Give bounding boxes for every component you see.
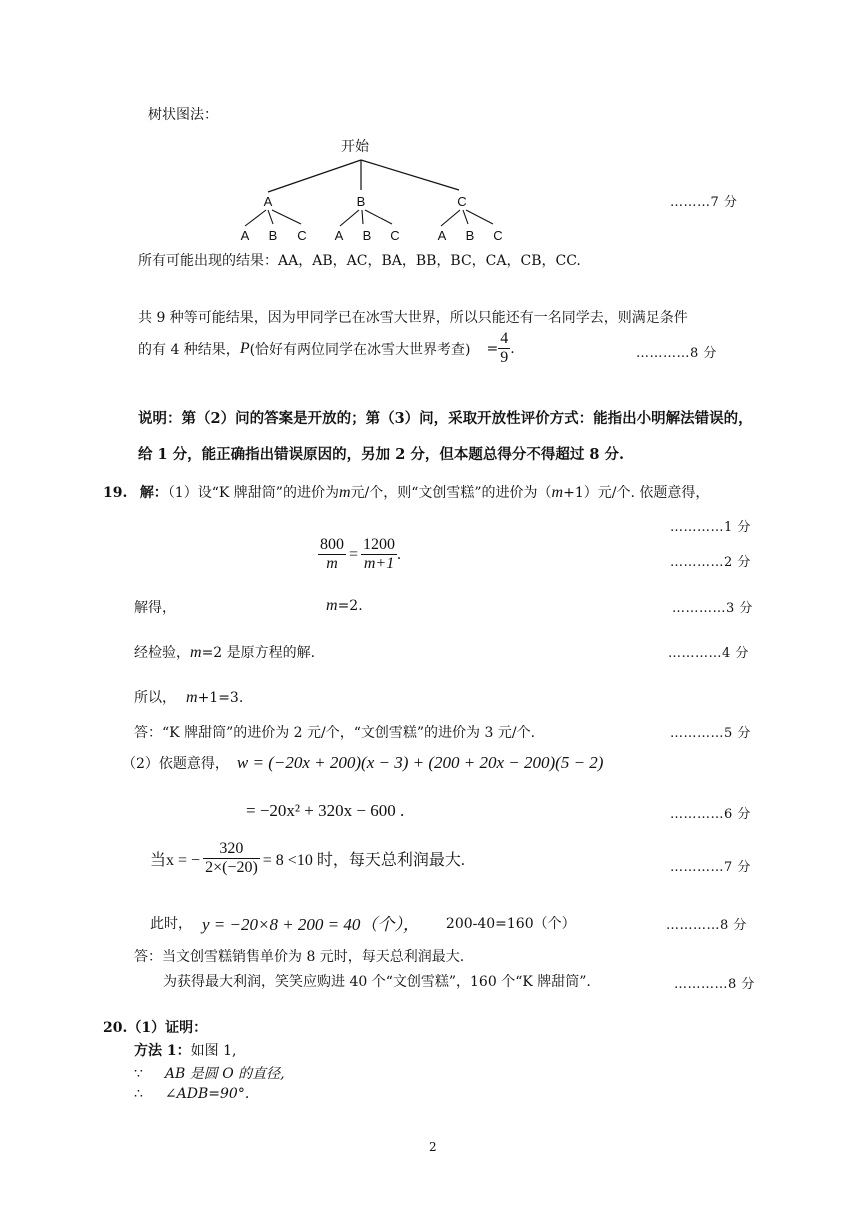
sentence-end: . bbox=[510, 340, 515, 357]
part1-label: （1）证明： bbox=[127, 1020, 208, 1036]
solve-result bbox=[326, 597, 363, 615]
probability-result-line bbox=[138, 330, 515, 367]
score-marker: …………5 分 bbox=[670, 726, 751, 741]
setup-text: +1）元/个. 依题意得， bbox=[563, 485, 710, 501]
question-number: 19. bbox=[103, 485, 128, 501]
tree-heading: 树状图法： bbox=[148, 107, 218, 123]
solve-label: 解： bbox=[139, 485, 168, 501]
tree-branch bbox=[466, 210, 493, 224]
then-expression: y = −20×8 + 200 = 40（个）， bbox=[202, 915, 420, 934]
vertex-fraction bbox=[203, 840, 260, 877]
fraction-denominator: 2×(−20) bbox=[205, 859, 258, 876]
expanded-expression: = −20x² + 320x − 600 . bbox=[246, 801, 405, 820]
tree-leaf: B bbox=[362, 228, 372, 243]
question-number: 20. bbox=[103, 1020, 128, 1036]
equation-fraction bbox=[318, 536, 401, 573]
fraction-numerator: 4 bbox=[500, 330, 509, 347]
tree-leaf: B bbox=[268, 228, 278, 243]
tree-leaf: B bbox=[465, 228, 475, 243]
outcomes-list: 所有可能出现的结果：AA，AB，AC，BA，BB，BC，CA，CB，CC. bbox=[138, 253, 581, 269]
vertex-suffix: = 8 <10 时，每天总利润最大. bbox=[262, 852, 465, 869]
fraction-right bbox=[361, 536, 397, 573]
score-marker: …………4 分 bbox=[668, 646, 749, 661]
then-label: 此时， bbox=[150, 915, 192, 932]
tree-branch bbox=[361, 160, 459, 190]
fraction-left bbox=[318, 536, 346, 573]
fraction-denominator: 9 bbox=[500, 349, 509, 366]
probability-symbol: P bbox=[239, 339, 250, 357]
score-marker: …………2 分 bbox=[670, 555, 751, 570]
fraction-denominator: m bbox=[326, 555, 338, 572]
solve-value: =2. bbox=[337, 598, 363, 614]
variable-m: m bbox=[551, 484, 564, 501]
fraction-numerator: 1200 bbox=[363, 536, 396, 553]
fraction-numerator: 320 bbox=[203, 840, 260, 859]
tree-branch bbox=[268, 210, 273, 224]
tree-node-c: C bbox=[457, 194, 467, 209]
therefore-symbol: ∴ bbox=[134, 1086, 143, 1102]
method-text: 如图 1, bbox=[190, 1043, 237, 1059]
grading-note-line: 说明：第（2）问的答案是开放的；第（3）问，采取开放性评价方式：能指出小明解法错误的， bbox=[138, 410, 753, 427]
probability-text-line: 共 9 种等可能结果，因为甲同学已在冰雪大世界，所以只能还有一名同学去，则满足条件 bbox=[138, 310, 688, 326]
method-line bbox=[134, 1040, 236, 1060]
variable-m: m bbox=[338, 484, 351, 501]
fraction-numerator: 800 bbox=[320, 536, 344, 553]
probability-fraction bbox=[498, 330, 510, 367]
tree-leaf: A bbox=[334, 228, 344, 243]
answer-line: 答：“K 牌甜筒”的进价为 2 元/个，“文创雪糕”的进价为 3 元/个. bbox=[134, 725, 536, 741]
setup-text: （1）设“K 牌甜筒”的进价为 bbox=[167, 485, 339, 501]
sentence-end: . bbox=[397, 545, 402, 563]
therefore-line bbox=[134, 1086, 249, 1102]
part2-line bbox=[122, 753, 603, 773]
score-marker: …………1 分 bbox=[670, 520, 751, 535]
probability-text: 的有 4 种结果， bbox=[138, 341, 240, 358]
equals-sign: = bbox=[486, 340, 499, 357]
tree-branch bbox=[245, 210, 266, 226]
so-label: 所以， bbox=[134, 690, 176, 706]
variable-m: m bbox=[190, 644, 202, 661]
answer-line: 答：当文创雪糕销售单价为 8 元时，每天总利润最大. bbox=[134, 949, 465, 965]
probability-tree-diagram bbox=[228, 134, 528, 246]
score-marker: ………7 分 bbox=[670, 195, 738, 210]
tree-branch bbox=[340, 210, 359, 226]
tree-leaf: A bbox=[240, 228, 250, 243]
variable-m: m bbox=[186, 689, 198, 706]
fraction-denominator: m+1 bbox=[363, 555, 395, 572]
tree-leaf: C bbox=[493, 228, 503, 243]
equals-sign: = bbox=[349, 545, 359, 563]
score-marker: …………3 分 bbox=[672, 601, 753, 616]
score-marker: …………7 分 bbox=[670, 860, 751, 875]
question-19-header bbox=[103, 482, 709, 502]
tree-node-a: A bbox=[263, 194, 273, 209]
check-text: =2 是原方程的解. bbox=[201, 645, 316, 661]
tree-branch bbox=[268, 160, 361, 192]
because-symbol: ∵ bbox=[134, 1066, 143, 1082]
profit-expression: w = (−20x + 200)(x − 3) + (200 + 20x − 200)(5 − 2) bbox=[236, 753, 604, 772]
tree-node-b: B bbox=[356, 194, 366, 209]
vertex-prefix: 当x = − bbox=[150, 852, 201, 869]
score-marker: …………8 分 bbox=[666, 918, 747, 933]
tree-root-label: 开始 bbox=[341, 139, 369, 155]
probability-event: (恰好有两位同学在冰雪大世界考查) bbox=[249, 341, 471, 358]
answer-line: 为获得最大利润，笑笑应购进 40 个“文创雪糕”，160 个“K 牌甜筒”. bbox=[163, 974, 591, 990]
grading-note-line: 给 1 分，能正确指出错误原因的，另加 2 分，但本题总得分不得超过 8 分. bbox=[138, 446, 625, 463]
tree-leaf: C bbox=[297, 228, 307, 243]
method-label: 方法 1： bbox=[134, 1043, 191, 1059]
so-value: +1=3. bbox=[197, 690, 244, 706]
setup-text: 元/个，则“文创雪糕”的进价为（ bbox=[350, 485, 552, 501]
page-number: 2 bbox=[429, 1140, 437, 1154]
check-line bbox=[134, 642, 315, 662]
tree-branch bbox=[463, 210, 468, 224]
question-20-header bbox=[103, 1017, 207, 1037]
tree-branch bbox=[365, 210, 392, 224]
tree-branch bbox=[441, 210, 460, 226]
check-label: 经检验， bbox=[134, 645, 190, 661]
variable-m: m bbox=[326, 597, 338, 614]
so-line bbox=[134, 687, 243, 707]
because-text: AB 是圆 O 的直径, bbox=[164, 1066, 285, 1082]
because-line bbox=[134, 1063, 285, 1083]
then-extra: 200-40=160（个） bbox=[445, 915, 576, 932]
tree-leaf: C bbox=[390, 228, 400, 243]
tree-branch bbox=[272, 210, 301, 224]
therefore-text: ∠ADB=90°. bbox=[164, 1086, 250, 1102]
then-line bbox=[150, 910, 576, 935]
score-marker: …………8 分 bbox=[674, 977, 755, 992]
score-marker: …………8 分 bbox=[636, 346, 717, 361]
tree-branch bbox=[362, 210, 363, 224]
score-marker: …………6 分 bbox=[670, 807, 751, 822]
vertex-line bbox=[150, 840, 465, 877]
solve-result-label: 解得， bbox=[134, 600, 176, 616]
tree-leaf: A bbox=[437, 228, 447, 243]
part2-label: （2）依题意得， bbox=[122, 756, 229, 772]
